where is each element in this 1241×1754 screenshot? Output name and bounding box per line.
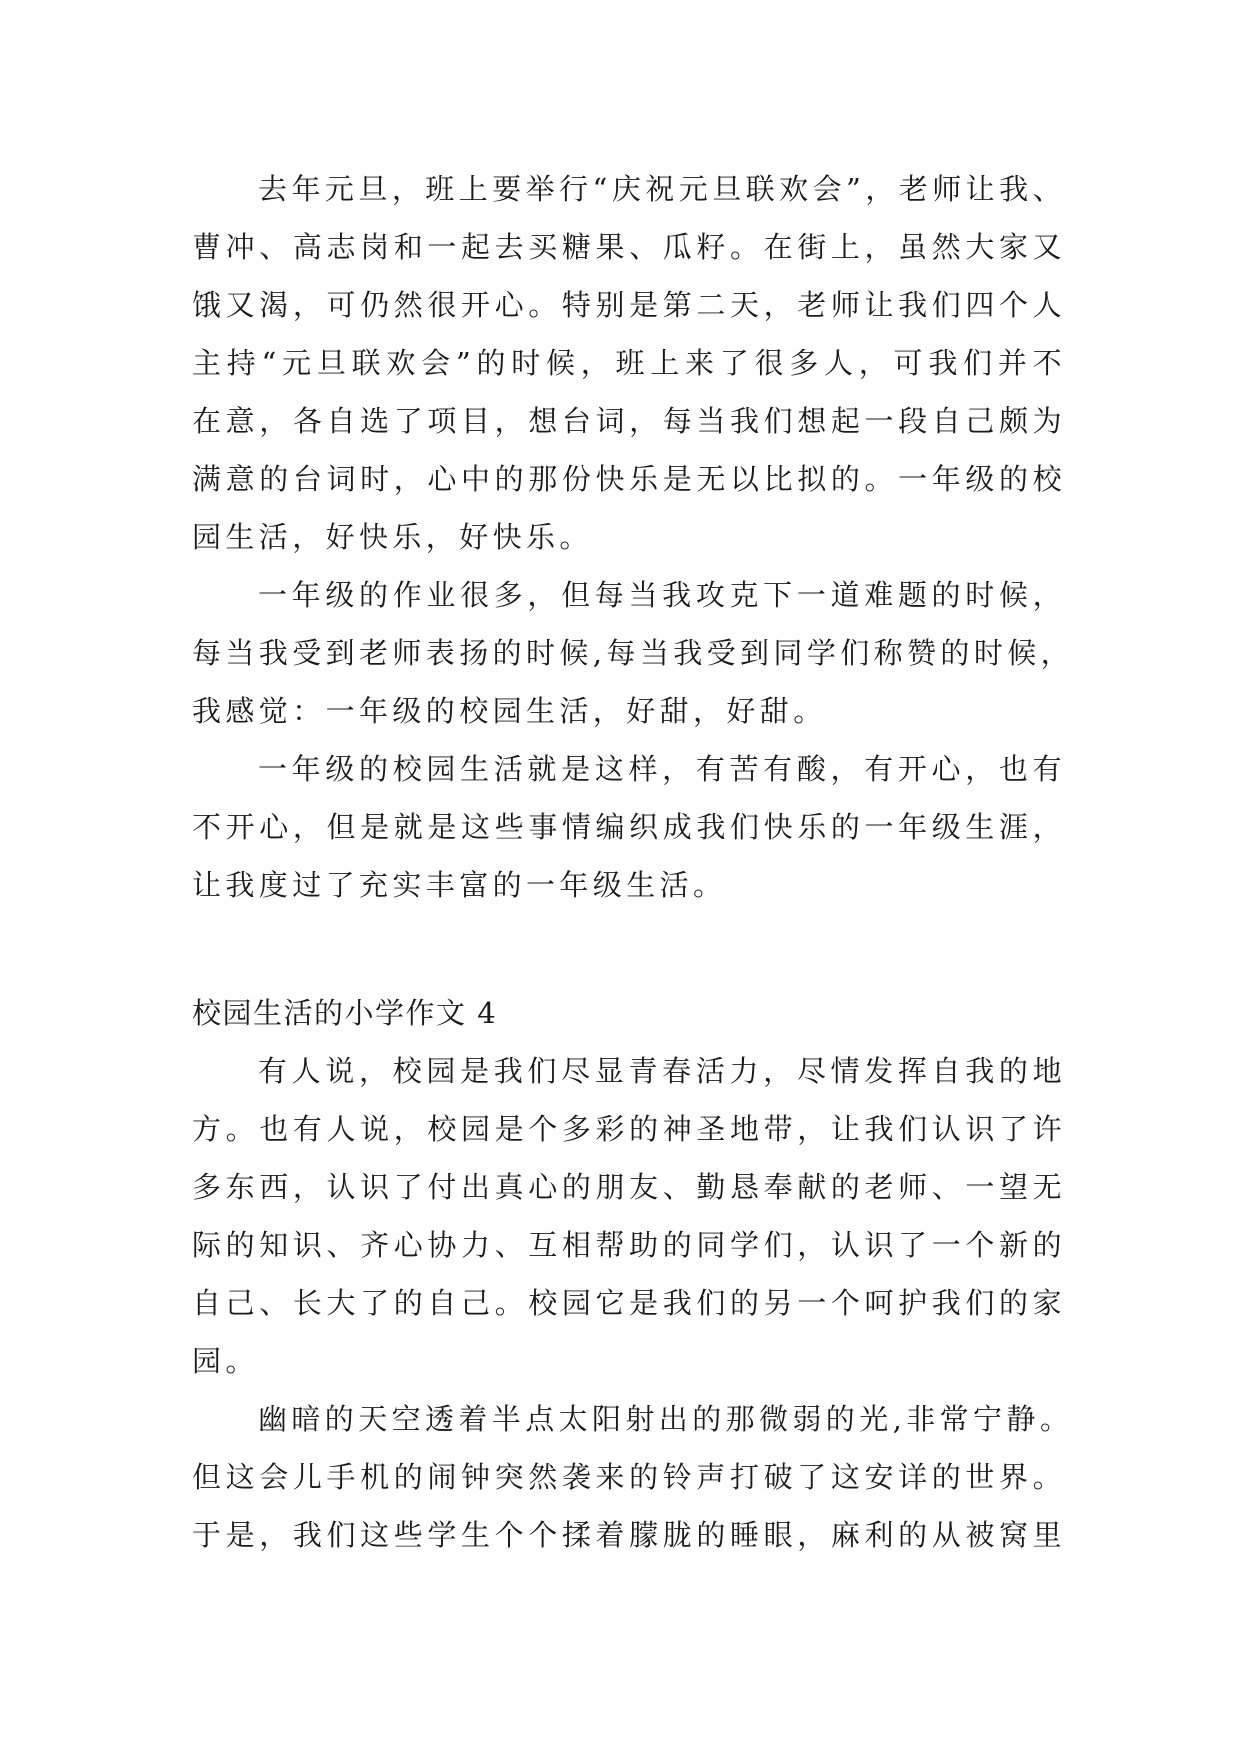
paragraph — [192, 566, 1075, 740]
text-line: 一年级的作业很多，但每当我攻克下一道难题的时候， — [258, 578, 1066, 612]
text-line: 主持“元旦联欢会”的时候，班上来了很多人，可我们并不 — [192, 346, 1066, 380]
text-line: 每当我受到老师表扬的时候,每当我受到同学们称赞的时候， — [192, 636, 1075, 670]
text-line: 园生活，好快乐，好快乐。 — [192, 520, 593, 554]
text-line: 园。 — [192, 1344, 259, 1378]
paragraph — [192, 1390, 1074, 1564]
text-line: 但这会儿手机的闹钟突然袭来的铃声打破了这安详的世界。 — [192, 1460, 1066, 1494]
text-line: 饿又渴，可仍然很开心。特别是第二天，老师让我们四个人 — [192, 288, 1066, 322]
text-line: 幽暗的天空透着半点太阳射出的那微弱的光,非常宁静。 — [258, 1402, 1074, 1436]
text-line: 际的知识、齐心协力、互相帮助的同学们，认识了一个新的 — [192, 1228, 1066, 1262]
text-line: 一年级的校园生活就是这样，有苦有酸，有开心，也有 — [258, 752, 1066, 786]
text-line: 在意，各自选了项目，想台词，每当我们想起一段自己颇为 — [192, 404, 1066, 438]
paragraph — [192, 1042, 1066, 1390]
text-line: 自己、长大了的自己。校园它是我们的另一个呵护我们的家 — [192, 1286, 1066, 1320]
section-heading: 校园生活的小学作文 4 — [192, 996, 498, 1030]
text-line: 不开心，但是就是这些事情编织成我们快乐的一年级生涯， — [192, 810, 1066, 844]
section-spacer — [192, 914, 1066, 984]
paragraph — [192, 740, 1066, 914]
text-line: 曹冲、高志岗和一起去买糖果、瓜籽。在街上，虽然大家又 — [192, 230, 1066, 264]
text-line: 满意的台词时，心中的那份快乐是无以比拟的。一年级的校 — [192, 462, 1066, 496]
text-line: 让我度过了充实丰富的一年级生活。 — [192, 868, 727, 902]
text-line: 我感觉：一年级的校园生活，好甜，好甜。 — [192, 694, 827, 728]
text-line: 于是，我们这些学生个个揉着朦胧的睡眼，麻利的从被窝里 — [192, 1518, 1066, 1552]
text-line: 有人说，校园是我们尽显青春活力，尽情发挥自我的地 — [258, 1054, 1066, 1088]
document-page — [192, 160, 1075, 1564]
text-line: 多东西，认识了付出真心的朋友、勤恳奉献的老师、一望无 — [192, 1170, 1066, 1204]
paragraph — [192, 160, 1066, 566]
text-line: 方。也有人说，校园是个多彩的神圣地带，让我们认识了许 — [192, 1112, 1066, 1146]
text-line: 去年元旦，班上要举行“庆祝元旦联欢会”，老师让我、 — [258, 172, 1066, 206]
